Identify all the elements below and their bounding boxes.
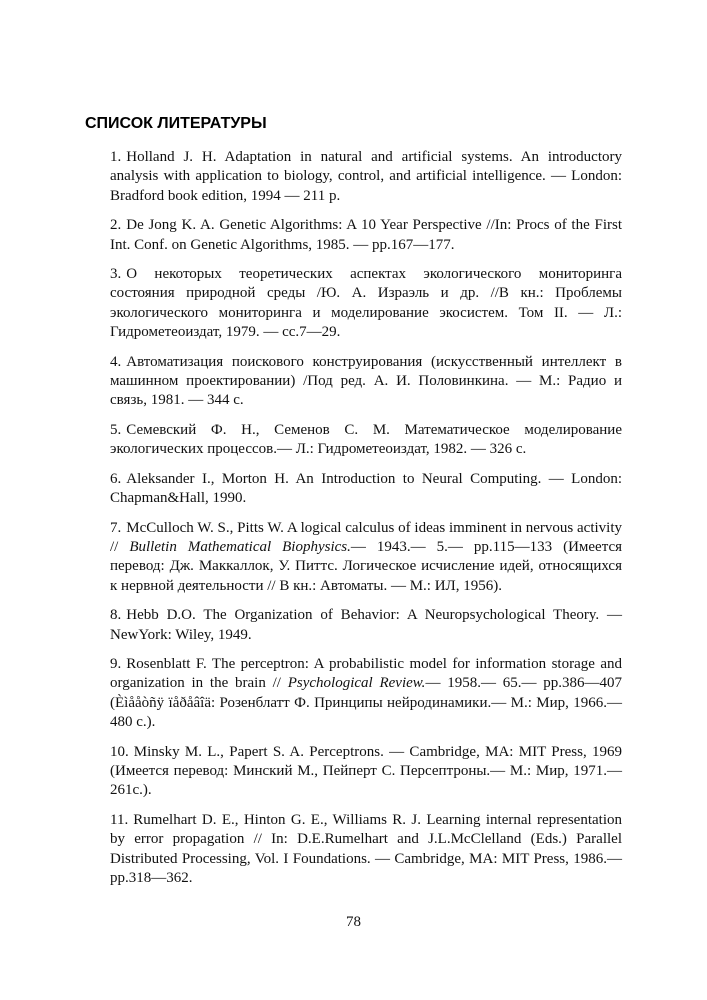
page-number: 78 [346, 914, 361, 930]
reference-number: 8. [110, 607, 122, 624]
reference-text: Holland J. H. Adaptation in natural and artificial systems. An introductory analysis with application to biology, control, and artificial intelligence. — London: Bradford book edition, 1994 — 211 p. [110, 149, 622, 204]
reference-text-tail: — 1958.— 65.— pp.386—407 (Èìååòñÿ ïåðåâîä: Розенблатт Ф. Принципы нейродинамики.— М.: Мир, 1966.— 480 с.). [110, 675, 623, 731]
reference-number: 2. [110, 217, 122, 234]
reference-text: De Jong K. A. Genetic Algorithms: A 10 Year Perspective //In: Procs of the First Int. Conf. on Genetic Algorithms, 1985. — pp.167—177. [110, 217, 622, 253]
reference-text: Aleksander I., Morton H. An Introduction to Neural Computing. — London: Chapman&Hall, 1990. [110, 470, 622, 507]
reference-item-6 [110, 470, 622, 509]
journal-title: Psychological Review. [287, 675, 426, 692]
reference-number: 6. [110, 470, 122, 487]
reference-number: 9. [110, 655, 122, 672]
reference-text: Автоматизация поискового конструирования (искусственный интеллект в машинном проектировании) /Под ред. А. И. Половинкина. — М.: Радио и связь, 1981. — 344 с. [110, 353, 622, 409]
reference-list [110, 148, 622, 898]
reference-item-3 [110, 265, 622, 343]
reference-item-8 [110, 606, 622, 645]
reference-number: 4. [110, 353, 122, 370]
reference-number: 10. [110, 743, 129, 760]
reference-item-5 [110, 421, 622, 460]
reference-text: Rosenblatt F. The perceptron: A probabilistic model for information storage and organization in the brain // [110, 655, 622, 692]
reference-text: McCulloch W. S., Pitts W. A logical calculus of ideas imminent in nervous activity // [110, 519, 622, 555]
reference-text: Hebb D.O. The Organization of Behavior: A Neuropsychological Theory. — NewYork: Wiley, 1949. [110, 607, 622, 643]
reference-item-10 [110, 743, 622, 801]
reference-number: 1. [110, 149, 122, 165]
reference-item-4 [110, 353, 622, 411]
journal-title: Bulletin Mathematical Biophysics. [129, 538, 351, 555]
reference-text: Minsky M. L., Papert S. A. Perceptrons. — Cambridge, MA: MIT Press, 1969 (Имеется перевод: Минский М., Пейперт С. Персептроны.— М.: Мир, 1971.— 261с.). [110, 743, 622, 799]
reference-text: Rumelhart D. E., Hinton G. E., Williams R. J. Learning internal representation by error propagation // In: D.E.Rumelhart and J.L.McClelland (Eds.) Parallel Distributed Processing, Vol. I Foundations. — Cambridge, MA: MIT Press, 1986.— pp.318—362. [110, 811, 622, 886]
reference-item-1 [110, 148, 622, 206]
reference-number: 5. [110, 421, 122, 438]
reference-text: Семевский Ф. Н., Семенов С. М. Математическое моделирование экологических процессов.— Л.: Гидрометеоиздат, 1982. — 326 с. [110, 421, 622, 458]
reference-number: 3. [110, 266, 122, 283]
reference-item-11 [110, 811, 622, 889]
reference-item-2 [110, 216, 622, 255]
reference-item-9 [110, 655, 622, 733]
reference-number: 11. [110, 811, 129, 828]
reference-text: О некоторых теоретических аспектах экологического мониторинга состояния природной среды /Ю. А. Израэль и др. //В кн.: Проблемы экологического мониторинга и моделирование экосистем. Том II. — Л.: Гидрометеоиздат, 1979. — сс.7—29. [110, 266, 622, 341]
reference-text-tail: — 1943.— 5.— pp.115—133 (Имеется перевод: Дж. Маккаллок, У. Питтс. Логическое исчисление идей, относящихся к нервной деятельности // В кн.: Автоматы. — М.: ИЛ, 1956). [110, 538, 623, 594]
reference-item-7 [110, 519, 622, 597]
page-title: СПИСОК ЛИТЕРАТУРЫ [85, 115, 267, 132]
reference-number: 7. [110, 519, 122, 536]
